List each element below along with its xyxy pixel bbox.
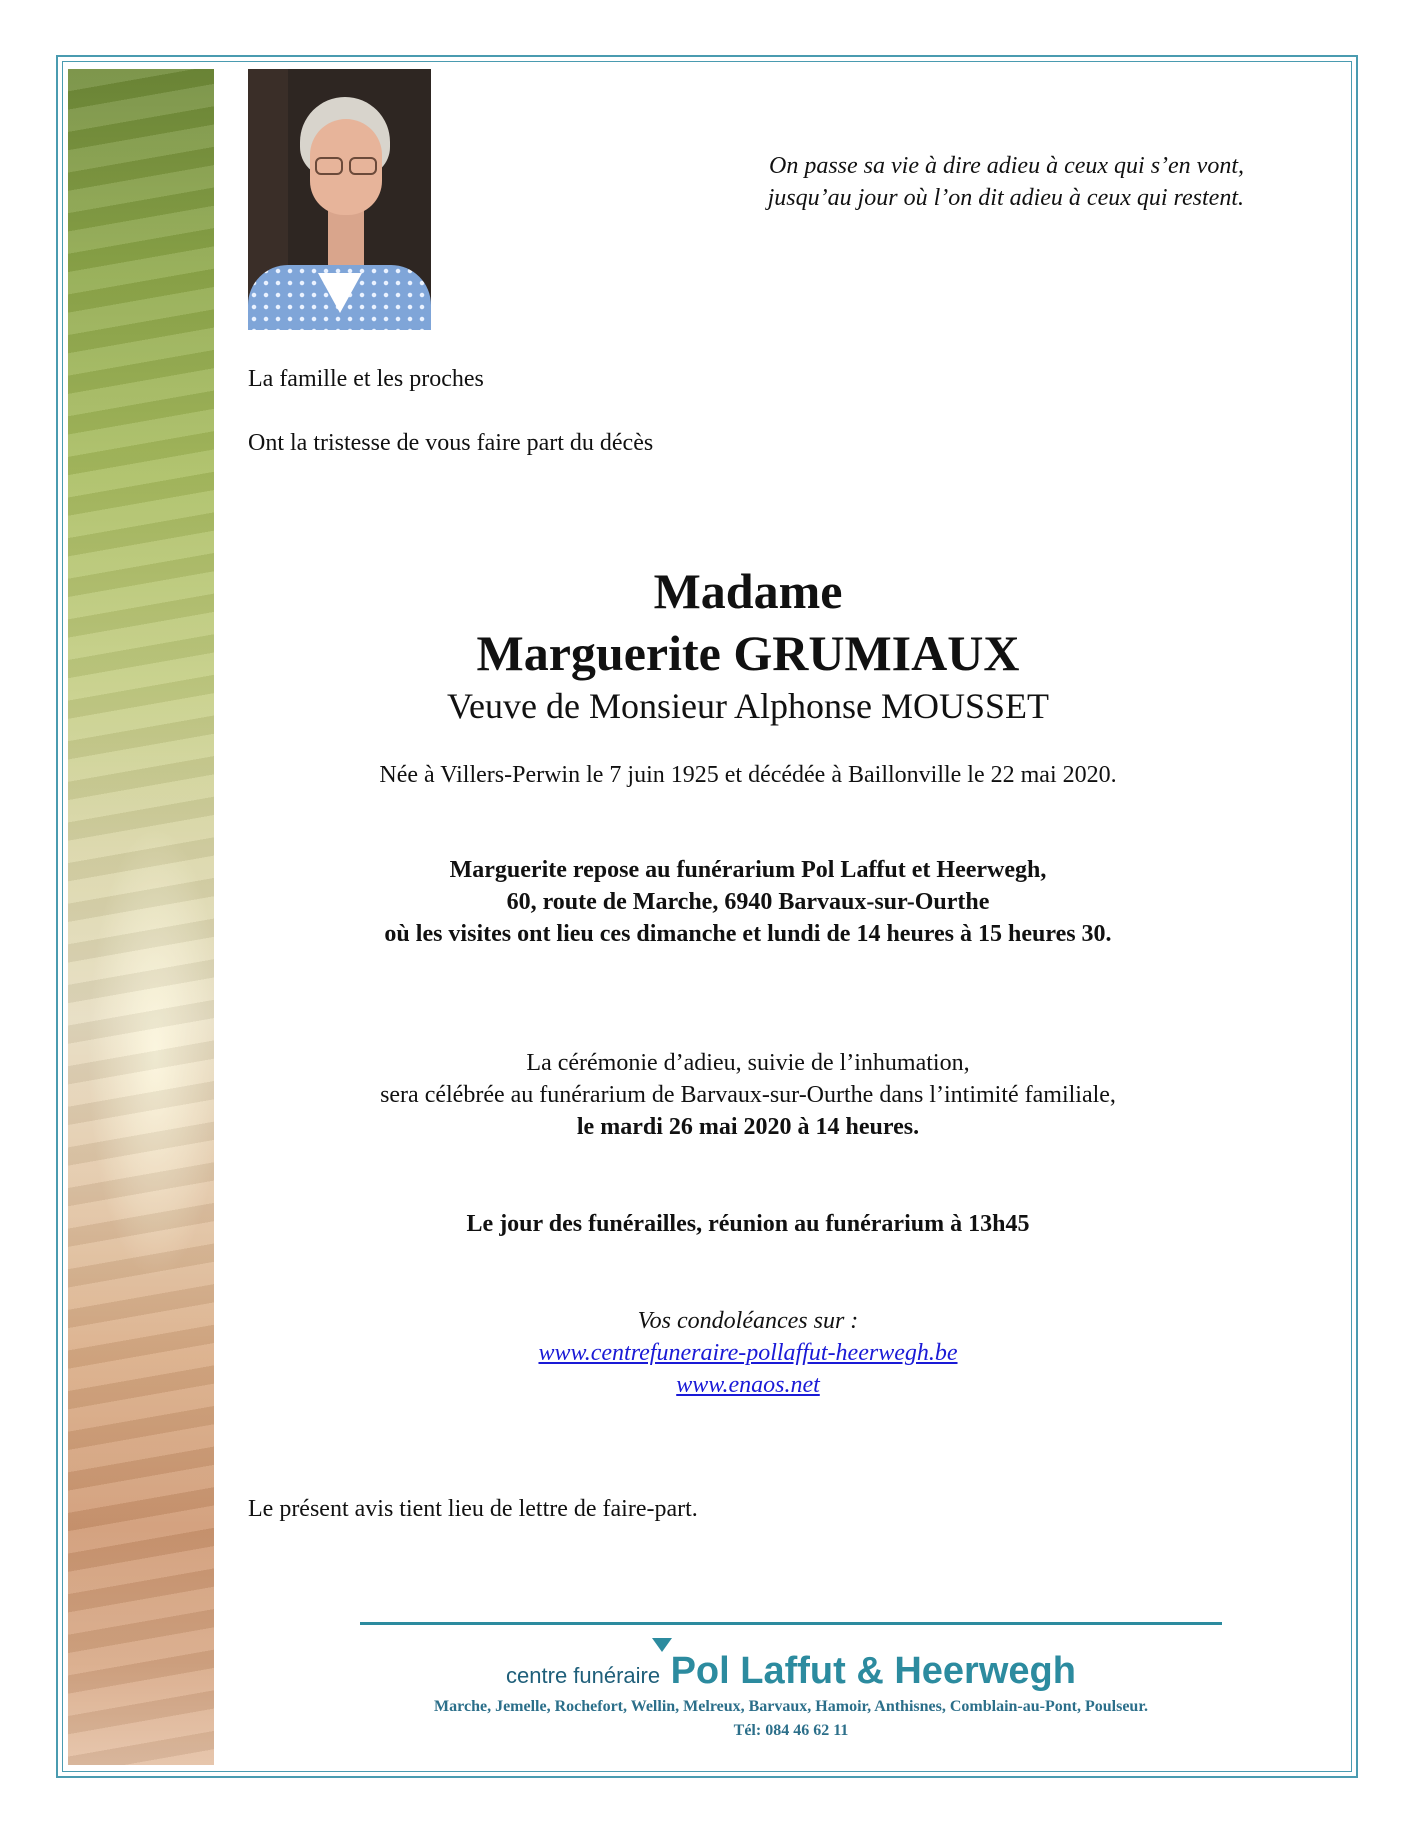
logo-prefix: centre funéraire <box>506 1663 661 1688</box>
footer-phone: Tél: 084 46 62 11 <box>733 1722 849 1739</box>
meeting-block <box>248 1208 1248 1240</box>
visitation-line-2: 60, route de Marche, 6940 Barvaux-sur-Ourthe <box>506 889 990 915</box>
closing-note: Le présent avis tient lieu de lettre de faire-part. <box>248 1496 698 1522</box>
deceased-title: Madame <box>653 563 843 619</box>
meeting-info: Le jour des funérailles, réunion au funérarium à 13h45 <box>466 1211 1030 1237</box>
funeral-home-logo <box>360 1650 1222 1693</box>
decorative-forest-strip <box>68 69 214 1765</box>
ceremony-line-1: La cérémonie d’adieu, suivie de l’inhumation, <box>526 1050 970 1076</box>
condolences-label: Vos condoléances sur : <box>637 1308 859 1334</box>
ceremony-block <box>248 1047 1248 1143</box>
footer-divider <box>360 1622 1222 1625</box>
ceremony-datetime: le mardi 26 mai 2020 à 14 heures. <box>576 1114 920 1140</box>
visitation-line-3: où les visites ont lieu ces dimanche et lundi de 14 heures à 15 heures 30. <box>384 921 1112 947</box>
visitation-block <box>248 854 1248 950</box>
condolences-block <box>248 1305 1248 1401</box>
visitation-line-1: Marguerite repose au funérarium Pol Laffut et Heerwegh, <box>449 857 1047 883</box>
birth-death-dates: Née à Villers-Perwin le 7 juin 1925 et décédée à Baillonville le 22 mai 2020. <box>379 762 1117 788</box>
quote-line-2: jusqu’au jour où l’on dit adieu à ceux qui restent. <box>767 185 1244 211</box>
announcement-text: Ont la tristesse de vous faire part du décès <box>248 430 654 456</box>
deceased-name: Marguerite GRUMIAUX <box>476 625 1020 681</box>
condolences-link-enaos[interactable]: www.enaos.net <box>676 1372 820 1398</box>
quote-line-1: On passe sa vie à dire adieu à ceux qui s’en vont, <box>769 153 1244 179</box>
family-intro: La famille et les proches <box>248 366 484 392</box>
ceremony-line-2: sera célébrée au funérarium de Barvaux-sur-Ourthe dans l’intimité familiale, <box>380 1082 1116 1108</box>
deceased-widow-of: Veuve de Monsieur Alphonse MOUSSET <box>447 686 1049 726</box>
logo-brand-name: Pol Laffut & Heerwegh <box>670 1650 1076 1692</box>
portrait-photo <box>248 69 431 330</box>
condolences-link-funeral-home[interactable]: www.centrefuneraire-pollaffut-heerwegh.be <box>538 1340 958 1366</box>
deceased-block <box>248 560 1248 728</box>
dates-block <box>248 759 1248 791</box>
epigraph-quote <box>560 150 1244 214</box>
footer-locations: Marche, Jemelle, Rochefort, Wellin, Melreux, Barvaux, Hamoir, Anthisnes, Comblain-au-Pont, Poulseur. <box>434 1698 1148 1715</box>
